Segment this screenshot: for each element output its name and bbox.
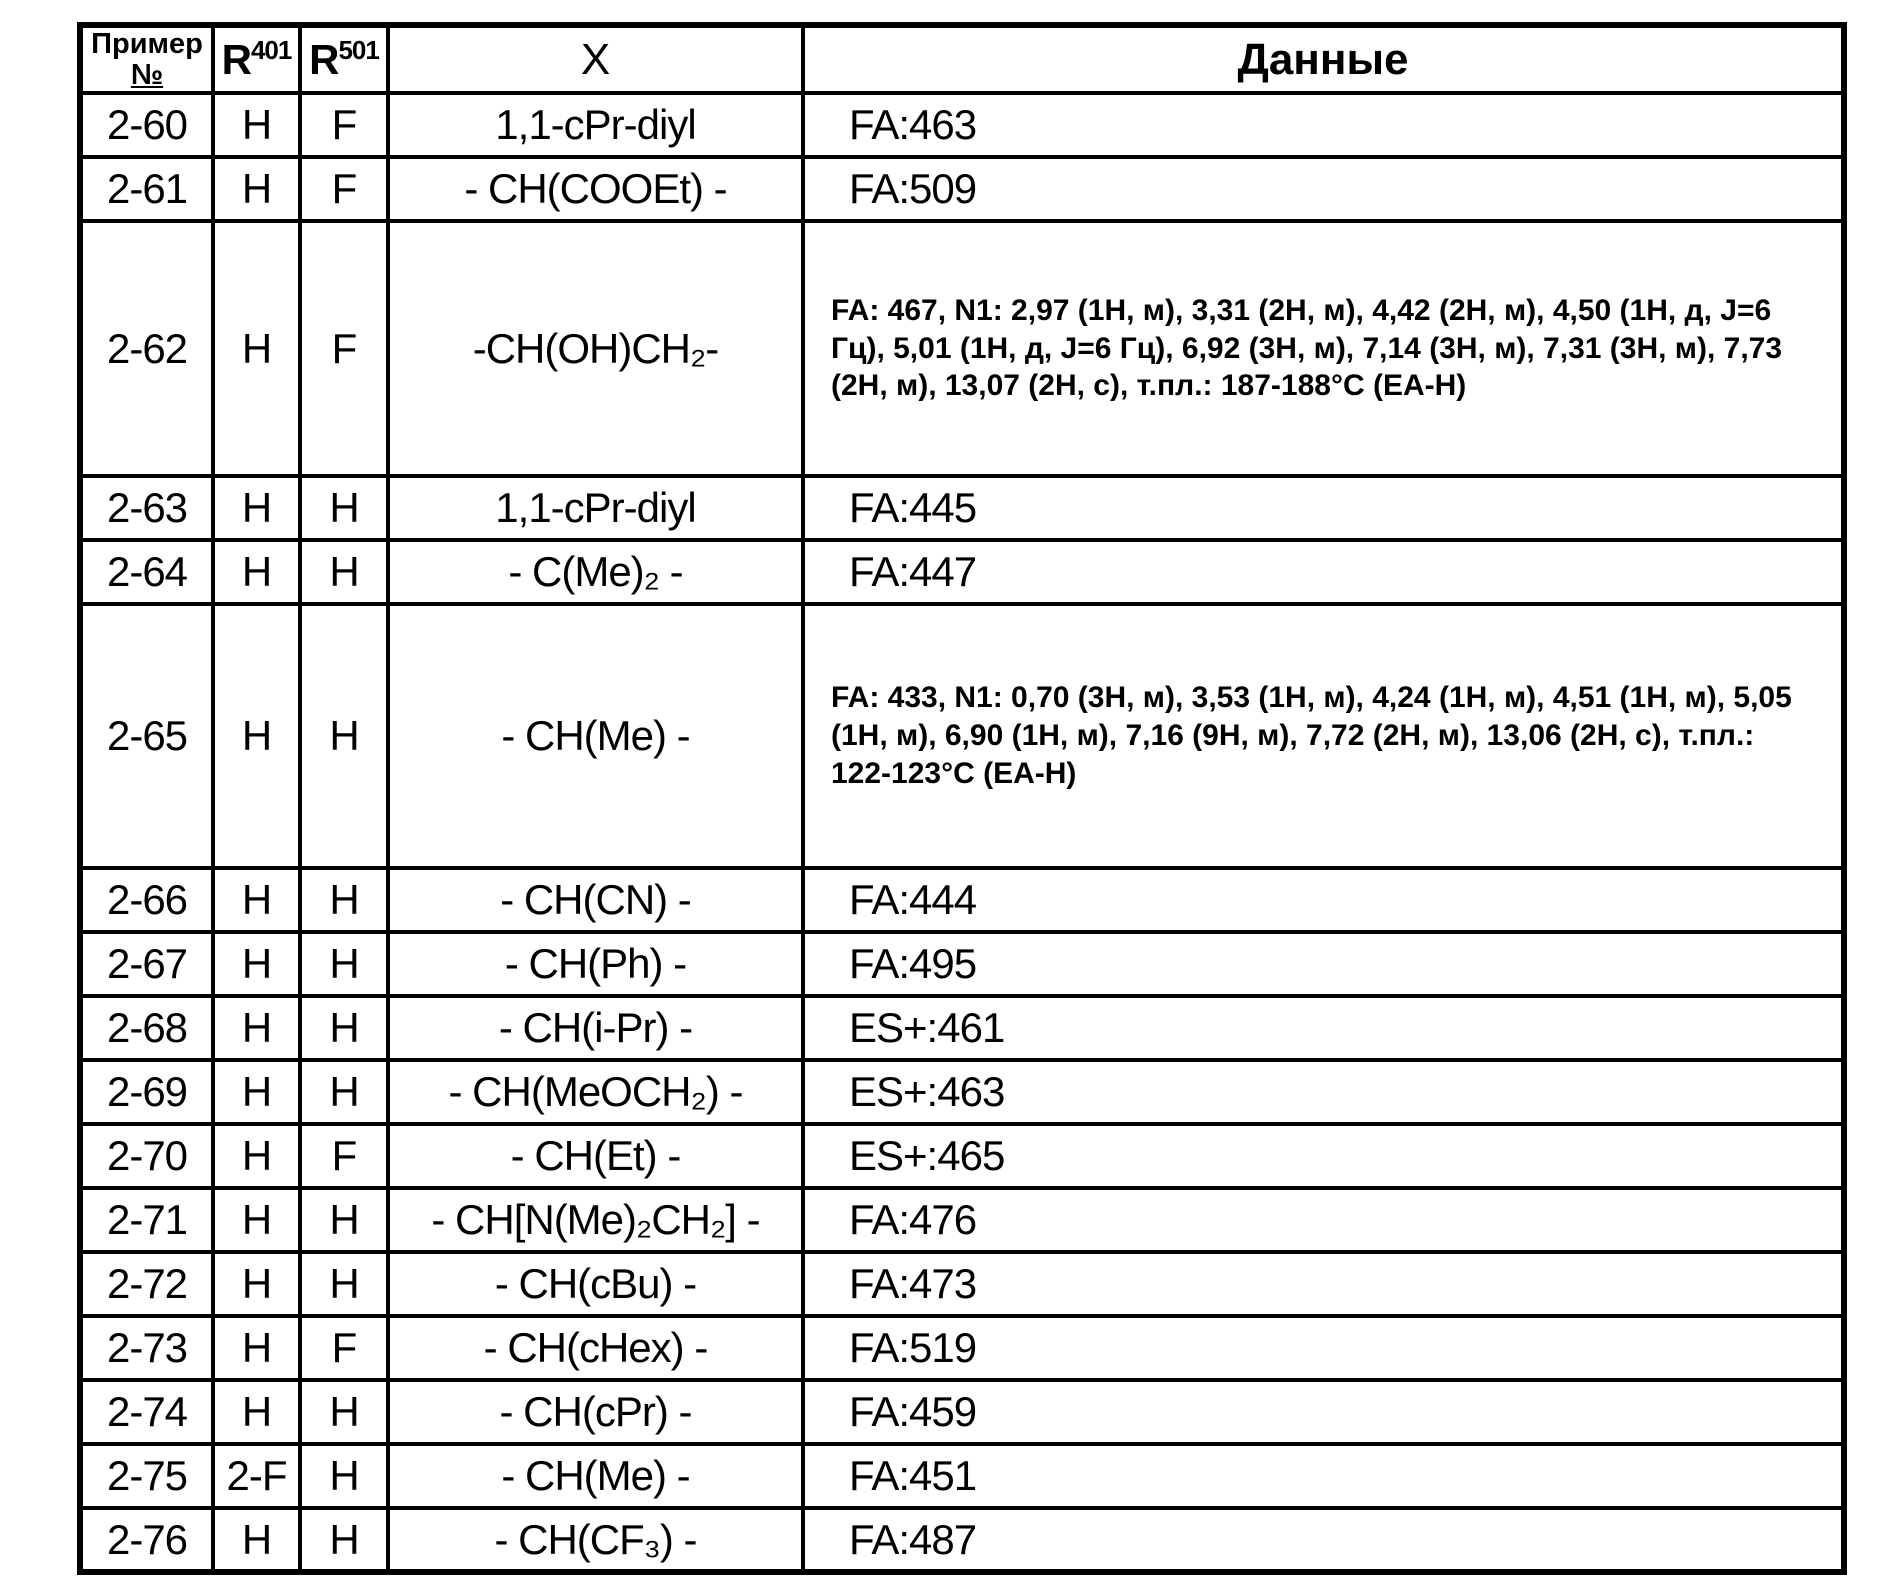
r401-value: H: [213, 996, 300, 1060]
x-value: - CH(Me) -: [388, 1444, 803, 1508]
r401-value: H: [213, 1508, 300, 1572]
header-r401-base: R: [221, 35, 251, 83]
table-row: [80, 1380, 1844, 1444]
header-r501: [300, 25, 388, 93]
header-example-line1: Пример: [91, 28, 203, 61]
example-no: 2-72: [80, 1252, 213, 1316]
table-row: [80, 221, 1844, 476]
r501-value: H: [300, 1380, 388, 1444]
table-row: [80, 1252, 1844, 1316]
x-value: - CH(cPr) -: [388, 1380, 803, 1444]
example-no: 2-65: [80, 604, 213, 868]
data-value: FA: 433, N1: 0,70 (3H, м), 3,53 (1H, м), 4,24 (1H, м), 4,51 (1H, м), 5,05 (1H, м), 6,90 (1H, м), 7,16 (9H, м), 7,72 (2H, м), 13,06 (2H, с), т.пл.: 122-123°C (EA-H): [803, 604, 1844, 868]
r401-value: H: [213, 1060, 300, 1124]
r401-value: H: [213, 1316, 300, 1380]
data-value: FA:445: [803, 476, 1844, 540]
example-no: 2-76: [80, 1508, 213, 1572]
data-value: FA:463: [803, 93, 1844, 157]
r501-value: H: [300, 540, 388, 604]
data-value: FA:447: [803, 540, 1844, 604]
x-value: - CH(i-Pr) -: [388, 996, 803, 1060]
table-row: [80, 1508, 1844, 1572]
r401-value: H: [213, 932, 300, 996]
table-row: [80, 476, 1844, 540]
header-example-no: [80, 25, 213, 93]
r501-value: H: [300, 996, 388, 1060]
r501-value: F: [300, 157, 388, 221]
header-r401: [213, 25, 300, 93]
r401-value: H: [213, 157, 300, 221]
r501-value: H: [300, 1060, 388, 1124]
r501-value: H: [300, 476, 388, 540]
example-no: 2-67: [80, 932, 213, 996]
data-value: FA:444: [803, 868, 1844, 932]
x-value: - CH(Me) -: [388, 604, 803, 868]
r401-value: H: [213, 1252, 300, 1316]
x-value: - CH(cBu) -: [388, 1252, 803, 1316]
data-value: FA:519: [803, 1316, 1844, 1380]
data-value: ES+:461: [803, 996, 1844, 1060]
x-value: - CH(CF₃) -: [388, 1508, 803, 1572]
table-row: [80, 996, 1844, 1060]
x-value: - CH(cHex) -: [388, 1316, 803, 1380]
data-value: FA:509: [803, 157, 1844, 221]
x-value: - CH(MeOCH₂) -: [388, 1060, 803, 1124]
r401-value: 2-F: [213, 1444, 300, 1508]
table-row: [80, 1188, 1844, 1252]
header-r401-sup: 401: [250, 34, 292, 65]
table-row: [80, 932, 1844, 996]
x-value: - CH(COOEt) -: [388, 157, 803, 221]
data-value: FA:459: [803, 1380, 1844, 1444]
r401-value: H: [213, 1124, 300, 1188]
r501-value: H: [300, 868, 388, 932]
header-row: [80, 25, 1844, 93]
table-row: [80, 1060, 1844, 1124]
r501-value: H: [300, 1508, 388, 1572]
r501-value: F: [300, 1124, 388, 1188]
r501-value: F: [300, 93, 388, 157]
header-r501-sup: 501: [338, 34, 379, 65]
examples-table: [77, 22, 1847, 1575]
x-value: - CH(CN) -: [388, 868, 803, 932]
example-no: 2-64: [80, 540, 213, 604]
r401-value: H: [213, 93, 300, 157]
r501-value: F: [300, 221, 388, 476]
x-value: - CH(Et) -: [388, 1124, 803, 1188]
example-no: 2-75: [80, 1444, 213, 1508]
table-row: [80, 1124, 1844, 1188]
table-row: [80, 93, 1844, 157]
data-value: FA:495: [803, 932, 1844, 996]
table-row: [80, 868, 1844, 932]
r501-value: H: [300, 1188, 388, 1252]
data-value: FA:487: [803, 1508, 1844, 1572]
header-data: Данные: [803, 25, 1844, 93]
header-example-line2: №: [130, 58, 164, 91]
example-no: 2-68: [80, 996, 213, 1060]
r501-value: H: [300, 1252, 388, 1316]
r401-value: H: [213, 540, 300, 604]
table-row: [80, 1444, 1844, 1508]
example-no: 2-60: [80, 93, 213, 157]
r501-value: H: [300, 932, 388, 996]
r401-value: H: [213, 1380, 300, 1444]
example-no: 2-70: [80, 1124, 213, 1188]
example-no: 2-66: [80, 868, 213, 932]
r401-value: H: [213, 604, 300, 868]
r501-value: F: [300, 1316, 388, 1380]
x-value: 1,1-cPr-diyl: [388, 93, 803, 157]
x-value: -CH(OH)CH₂-: [388, 221, 803, 476]
x-value: - CH[N(Me)₂CH₂] -: [388, 1188, 803, 1252]
example-no: 2-73: [80, 1316, 213, 1380]
data-value: ES+:463: [803, 1060, 1844, 1124]
data-value: FA: 467, N1: 2,97 (1H, м), 3,31 (2H, м), 4,42 (2H, м), 4,50 (1H, д, J=6 Гц), 5,01 (1H, д, J=6 Гц), 6,92 (3H, м), 7,14 (3H, м), 7,31 (3H, м), 7,73 (2H, м), 13,07 (2H, с), т.пл.: 187-188°C (EA-H): [803, 221, 1844, 476]
r401-value: H: [213, 868, 300, 932]
example-no: 2-74: [80, 1380, 213, 1444]
r401-value: H: [213, 1188, 300, 1252]
example-no: 2-71: [80, 1188, 213, 1252]
r401-value: H: [213, 476, 300, 540]
table-row: [80, 157, 1844, 221]
header-r501-base: R: [309, 35, 339, 83]
example-no: 2-63: [80, 476, 213, 540]
table-row: [80, 540, 1844, 604]
example-no: 2-69: [80, 1060, 213, 1124]
data-value: ES+:465: [803, 1124, 1844, 1188]
data-value: FA:451: [803, 1444, 1844, 1508]
header-x: X: [388, 25, 803, 93]
example-no: 2-62: [80, 221, 213, 476]
x-value: - C(Me)₂ -: [388, 540, 803, 604]
r401-value: H: [213, 221, 300, 476]
x-value: 1,1-cPr-diyl: [388, 476, 803, 540]
data-value: FA:473: [803, 1252, 1844, 1316]
table-row: [80, 1316, 1844, 1380]
data-value: FA:476: [803, 1188, 1844, 1252]
r501-value: H: [300, 604, 388, 868]
r501-value: H: [300, 1444, 388, 1508]
example-no: 2-61: [80, 157, 213, 221]
x-value: - CH(Ph) -: [388, 932, 803, 996]
table-row: [80, 604, 1844, 868]
